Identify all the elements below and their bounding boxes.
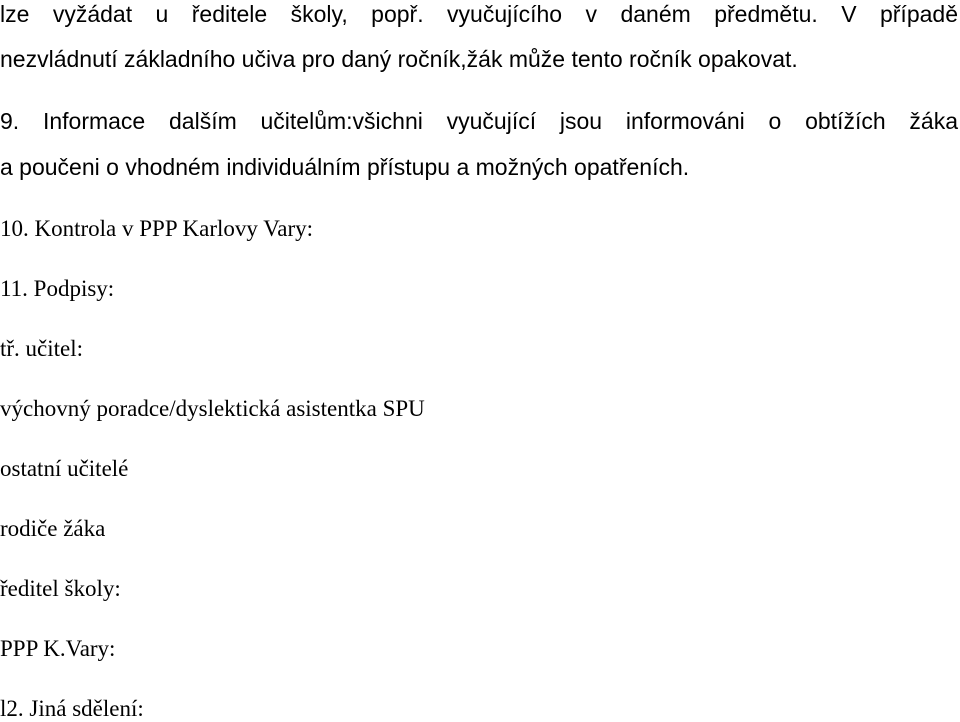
heading-section-11: 11. Podpisy: <box>0 276 115 301</box>
signature-parents: rodiče žáka <box>0 516 106 541</box>
text-line-repeat-year: nezvládnutí základního učiva pro daný ročník,žák může tento ročník opakovat. <box>0 46 798 72</box>
text-line-section-9-cont: a poučeni o vhodném individuálním přístupu a možných opatřeních. <box>0 154 690 180</box>
signature-principal: ředitel školy: <box>0 576 121 601</box>
signature-class-teacher: tř. učitel: <box>0 336 84 361</box>
heading-section-12: l2. Jiná sdělení: <box>0 696 144 721</box>
signature-advisor: výchovný poradce/dyslektická asistentka SPU <box>0 396 425 421</box>
signature-ppp: PPP K.Vary: <box>0 636 116 661</box>
heading-section-10: 10. Kontrola v PPP Karlovy Vary: <box>0 216 314 241</box>
text-line-continuation: lze vyžádat u ředitele školy, popř. vyučujícího v daném předmětu. V případě <box>0 1 958 27</box>
signature-other-teachers: ostatní učitelé <box>0 456 129 481</box>
text-line-section-9: 9. Informace dalším učitelům:všichni vyučující jsou informováni o obtížích žáka <box>0 108 958 134</box>
